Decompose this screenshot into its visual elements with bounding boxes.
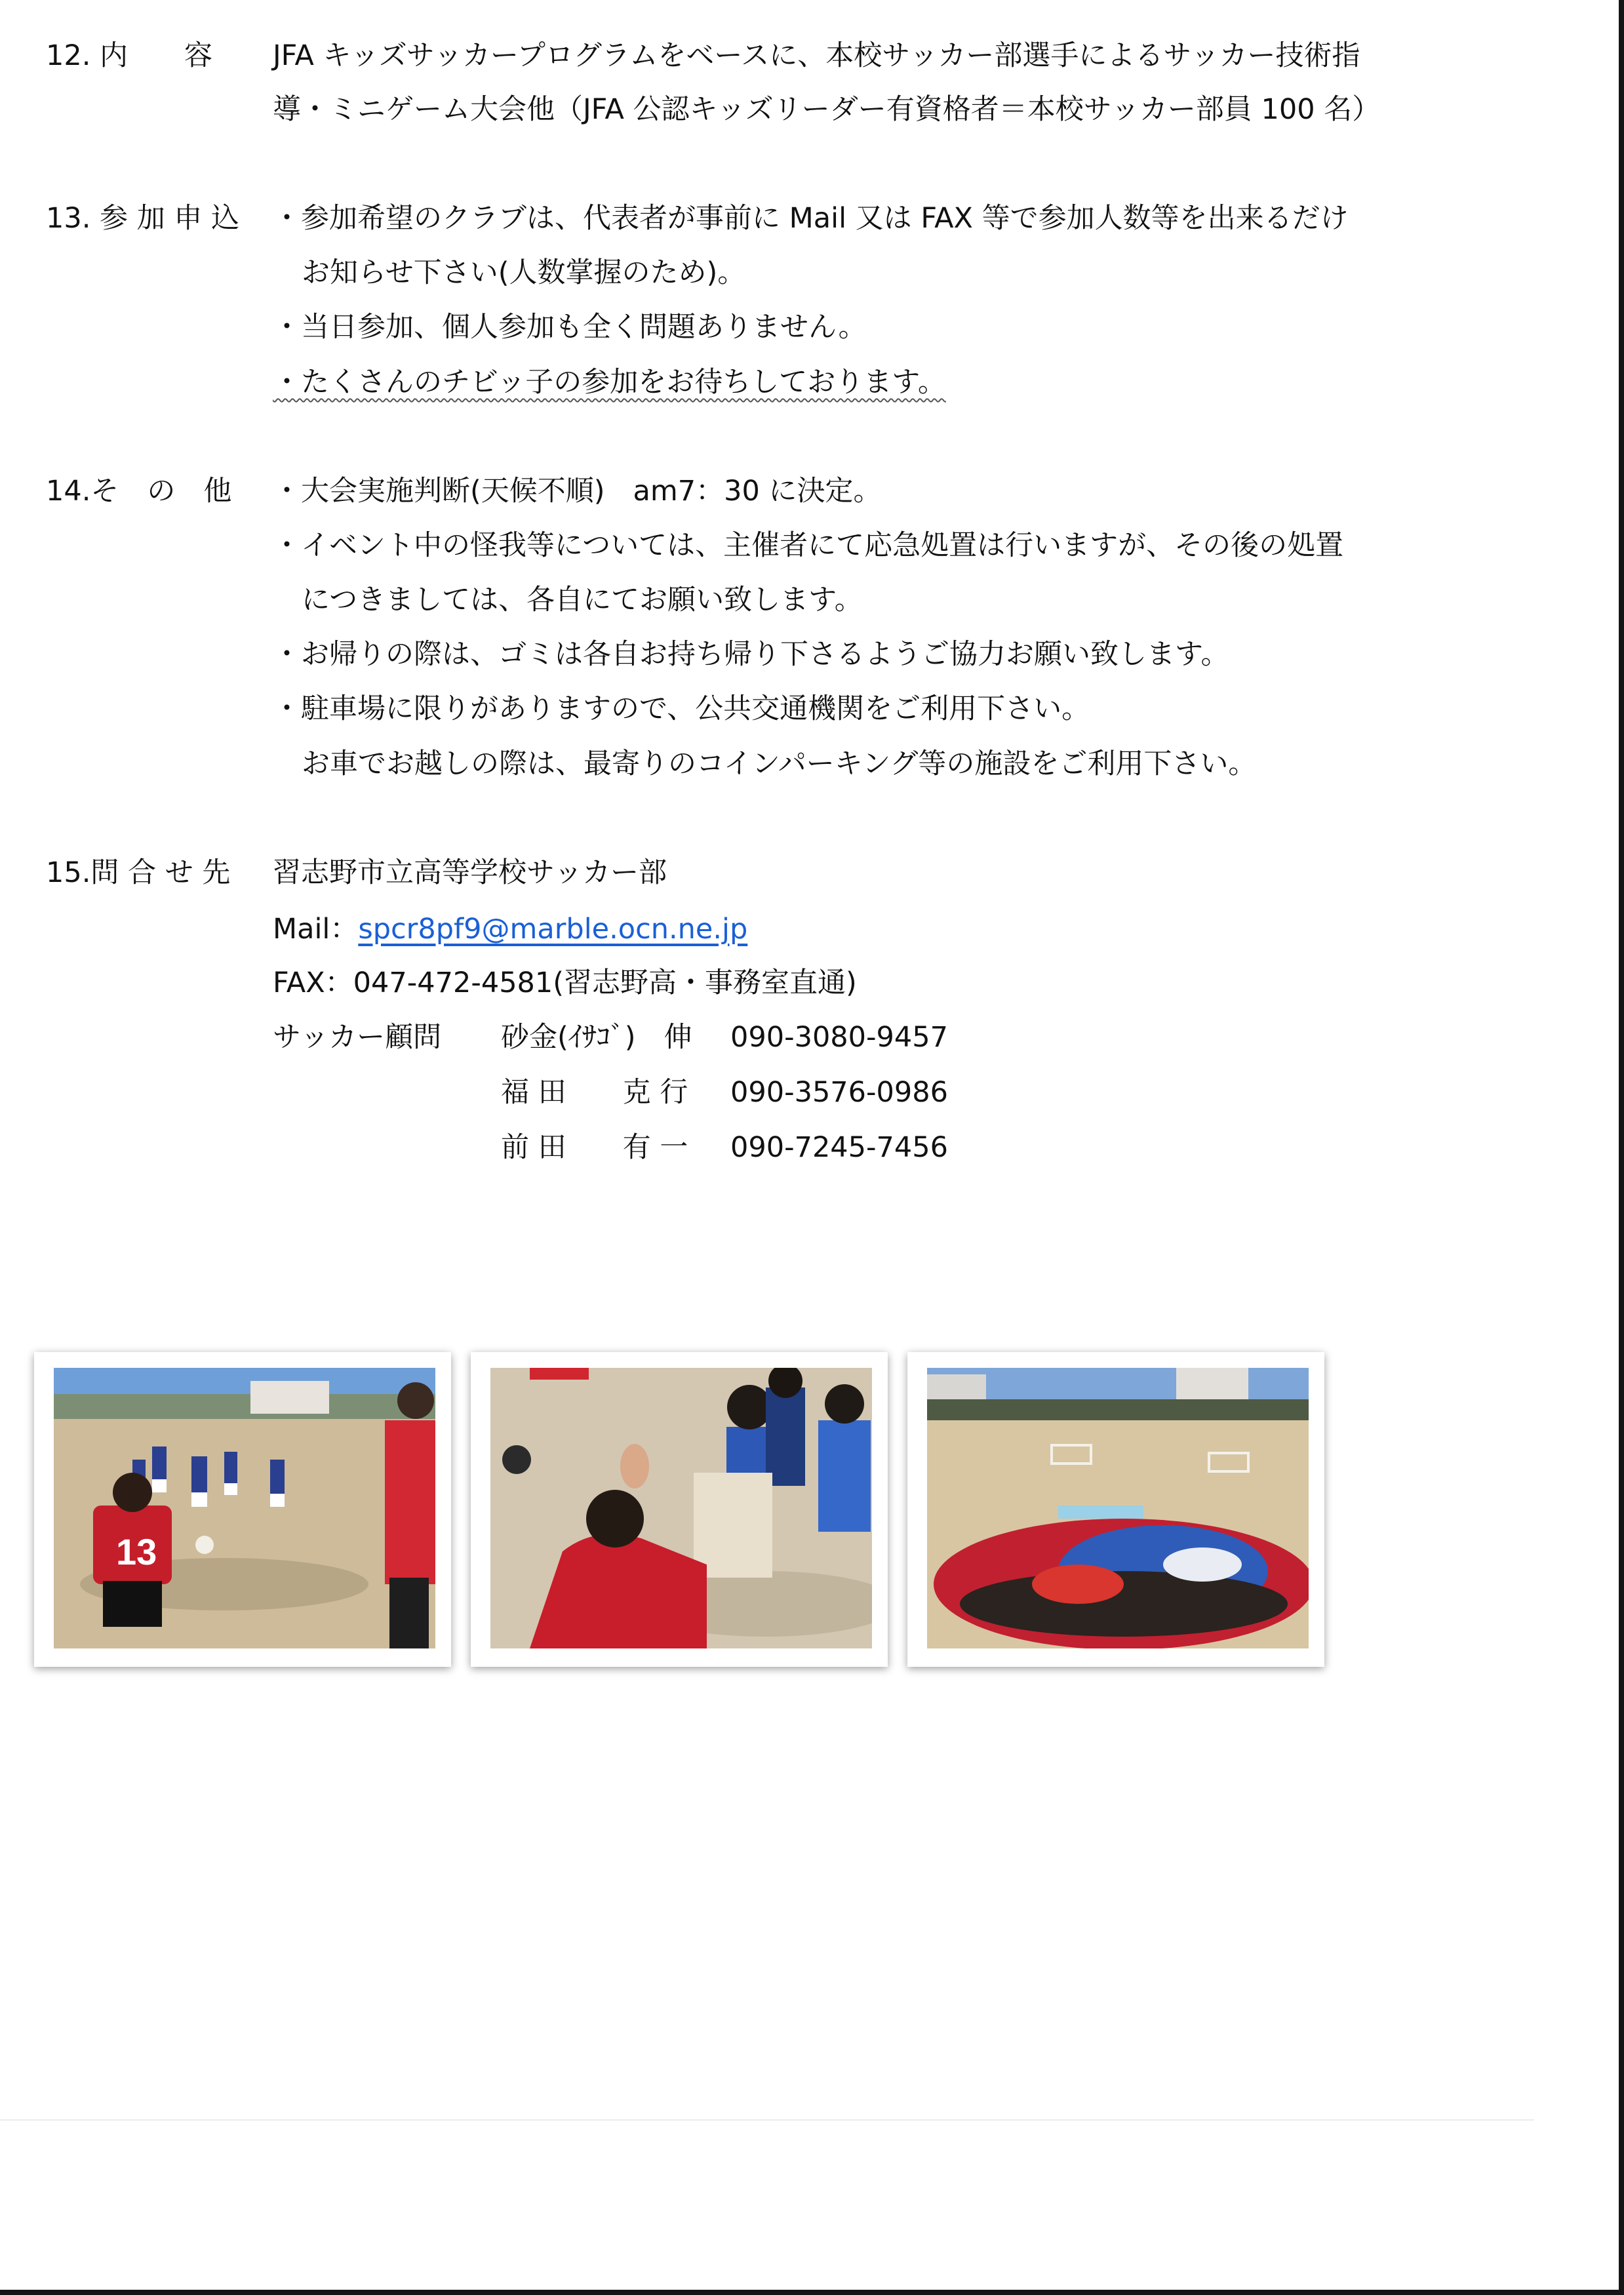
jersey-number: 13: [116, 1531, 157, 1572]
photo-group-on-field: [927, 1368, 1309, 1648]
photo-kids-playing-soccer: [54, 1368, 435, 1648]
advisor-phone: 090-3576-0986: [730, 1076, 948, 1109]
section-text-line: ・イベント中の怪我等については、主催者にて応急処置は行いますが、その後の処置: [273, 529, 1344, 562]
advisor-phone: 090-3080-9457: [730, 1021, 948, 1054]
advisor-phone: 090-7245-7456: [730, 1131, 948, 1164]
contact-fax: FAX：047-472-4581(習志野高・事務室直通): [273, 967, 857, 999]
mail-prefix: Mail：: [273, 913, 359, 946]
contact-organization: 習志野市立高等学校サッカー部: [273, 856, 667, 889]
section-text-line: 導・ミニゲーム大会他（JFA 公認キッズリーダー有資格者＝本校サッカー部員 100 名）: [273, 93, 1381, 126]
section-text-line: ・駐車場に限りがありますので、公共交通機関をご利用下さい。: [273, 692, 1090, 725]
section-text-line: につきましては、各自にてお願い致します。: [302, 584, 863, 616]
mail-link[interactable]: spcr8pf9@marble.ocn.ne.jp: [358, 913, 748, 946]
section-label: 13. 参 加 申 込: [46, 202, 240, 235]
section-text-line: お知らせ下さい(人数掌握のため)。: [302, 256, 746, 289]
advisor-name: 前 田 有 一: [501, 1131, 688, 1164]
section-text-line: ・お帰りの際は、ゴミは各自お持ち帰り下さるようご協力お願い致します。: [273, 638, 1229, 671]
page-edge-right: [1619, 0, 1624, 2295]
advisor-name: 砂金(ｲｻｺﾞ) 伸: [501, 1021, 692, 1054]
section-text-line-underlined: [273, 362, 946, 403]
section-label: 12. 内 容: [46, 39, 213, 72]
advisor-label: サッカー顧問: [273, 1021, 442, 1054]
section-text-line: お車でお越しの際は、最寄りのコインパーキング等の施設をご利用下さい。: [302, 748, 1257, 780]
section-text-line: ・当日参加、個人参加も全く問題ありません。: [273, 311, 867, 344]
photo-high-five: [490, 1368, 872, 1648]
scan-faint-rule: [0, 2119, 1534, 2121]
section-label: 15.問 合 せ 先: [46, 856, 231, 889]
advisor-name: 福 田 克 行: [501, 1076, 688, 1109]
section-text-line: ・大会実施判断(天候不順) am7：30 に決定。: [273, 475, 882, 508]
wavy-underlined-text: ・たくさんのチビッ子の参加をお待ちしております。: [273, 366, 946, 399]
photo-card: [34, 1352, 451, 1667]
section-label: 14.そ の 他: [46, 475, 232, 508]
page-edge-bottom: [0, 2290, 1624, 2295]
section-text-line: JFA キッズサッカープログラムをベースに、本校サッカー部選手によるサッカー技術指: [273, 39, 1360, 72]
contact-mail-line: [273, 909, 747, 949]
photo-card: [471, 1352, 888, 1667]
section-text-line: ・参加希望のクラブは、代表者が事前に Mail 又は FAX 等で参加人数等を出来るだけ: [273, 202, 1349, 235]
photo-card: [907, 1352, 1324, 1667]
